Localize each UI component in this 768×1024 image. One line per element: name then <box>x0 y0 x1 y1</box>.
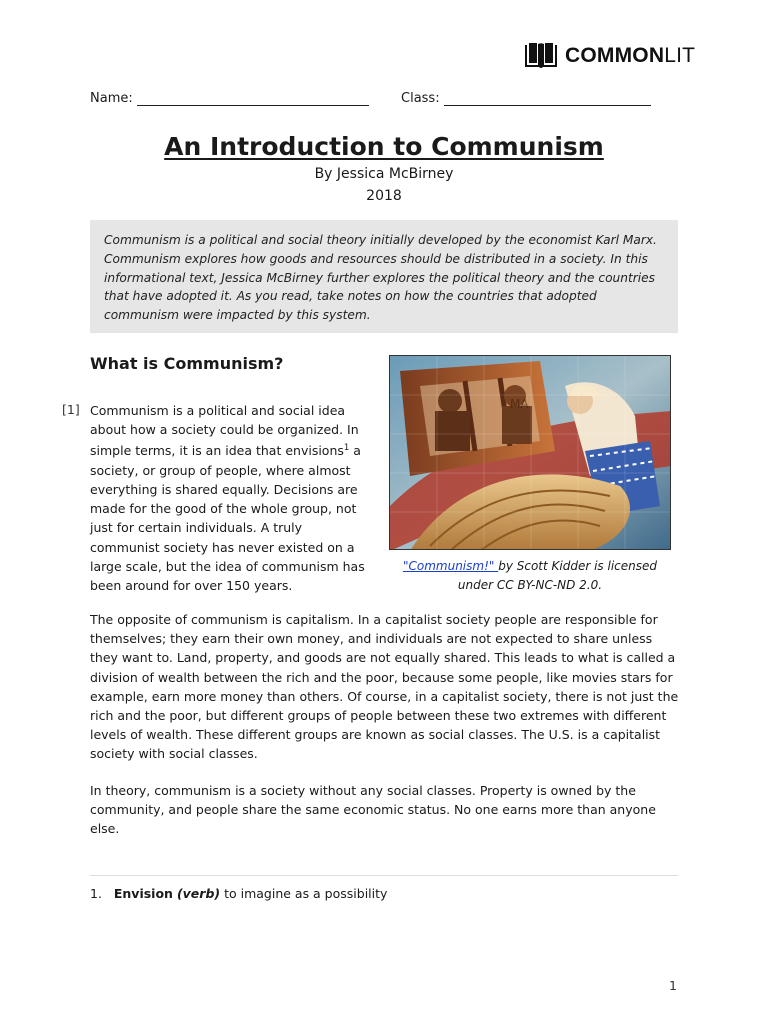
name-label: Name: <box>90 91 133 106</box>
image-caption <box>389 557 671 594</box>
logo-text-light: LIT <box>664 44 696 67</box>
paragraph-1 <box>90 401 374 595</box>
section-heading: What is Communism? <box>90 354 284 373</box>
footnote-number: 1. <box>90 886 102 901</box>
page-title <box>0 132 768 161</box>
logo-text-bold: COMMON <box>565 44 665 67</box>
footnote-divider <box>90 875 678 876</box>
footnote-definition: to imagine as a possibility <box>220 886 388 901</box>
svg-text:MA: MA <box>510 397 529 411</box>
footnote-pos: (verb) <box>176 886 221 901</box>
footnote <box>90 886 387 901</box>
book-icon <box>523 42 559 70</box>
commonlit-logo <box>523 42 695 70</box>
class-label: Class: <box>401 91 440 106</box>
paragraph-2: The opposite of communism is capitalism. In a capitalist society people are responsible for themselves; they earn their own money, and individuals are not expected to share unless they want to. Land, property, and goods are not equally shared. This leads to what is called a division of wealth between the rich and the poor, because some people, like movies stars for example, earn more money than others. Of course, in a capitalist society, there is not just the rich and the poor, but different groups of people between these two extremes with different levels of wealth. These different groups are known as social classes. The U.S. is a capitalist society with social classes. <box>90 612 679 762</box>
logo-wordmark <box>565 44 695 68</box>
byline: By Jessica McBirney <box>314 166 454 182</box>
mural-illustration <box>390 356 671 550</box>
paragraph-1-text-a: Communism is a political and social idea about how a society could be organized. In simple terms, it is an idea that envisions <box>90 403 359 459</box>
name-line[interactable] <box>137 91 369 106</box>
name-field <box>90 91 369 106</box>
caption-text-2: under CC BY-NC-ND 2.0. <box>457 577 603 592</box>
intro-box: Communism is a political and social theory initially developed by the economist Karl Marx. Communism explores how goods and resources should be distributed in a society. In this informational text, Jessica McBirney further explores the political theory and the countries that have adopted it. As you read, take notes on how the countries that adopted communism were impacted by this system. <box>90 220 678 333</box>
class-line[interactable] <box>444 91 651 106</box>
caption-text-1: by Scott Kidder is licensed <box>498 559 658 573</box>
year: 2018 <box>366 188 402 204</box>
page-number: 1 <box>669 978 677 993</box>
paragraph-1-text-b: a society, or group of people, where almost everything is shared equally. Decisions are made for the good of the whole group, not just for certain individuals. A truly communist society has never existed on a large scale, but the idea of communism has been around for over 150 years. <box>90 443 365 593</box>
footnote-term: Envision <box>113 886 173 901</box>
paragraph-3: In theory, communism is a society without any social classes. Property is owned by the community, and people share the same economic status. No one earns more than anyone else. <box>90 783 656 837</box>
footnote-ref[interactable]: 1 <box>343 443 350 454</box>
class-field <box>401 91 651 106</box>
caption-link[interactable]: "Communism!" <box>402 559 499 573</box>
paragraph-number: [1] <box>62 402 80 417</box>
title-text: An Introduction to Communism <box>164 132 604 161</box>
mural-image <box>389 355 671 550</box>
